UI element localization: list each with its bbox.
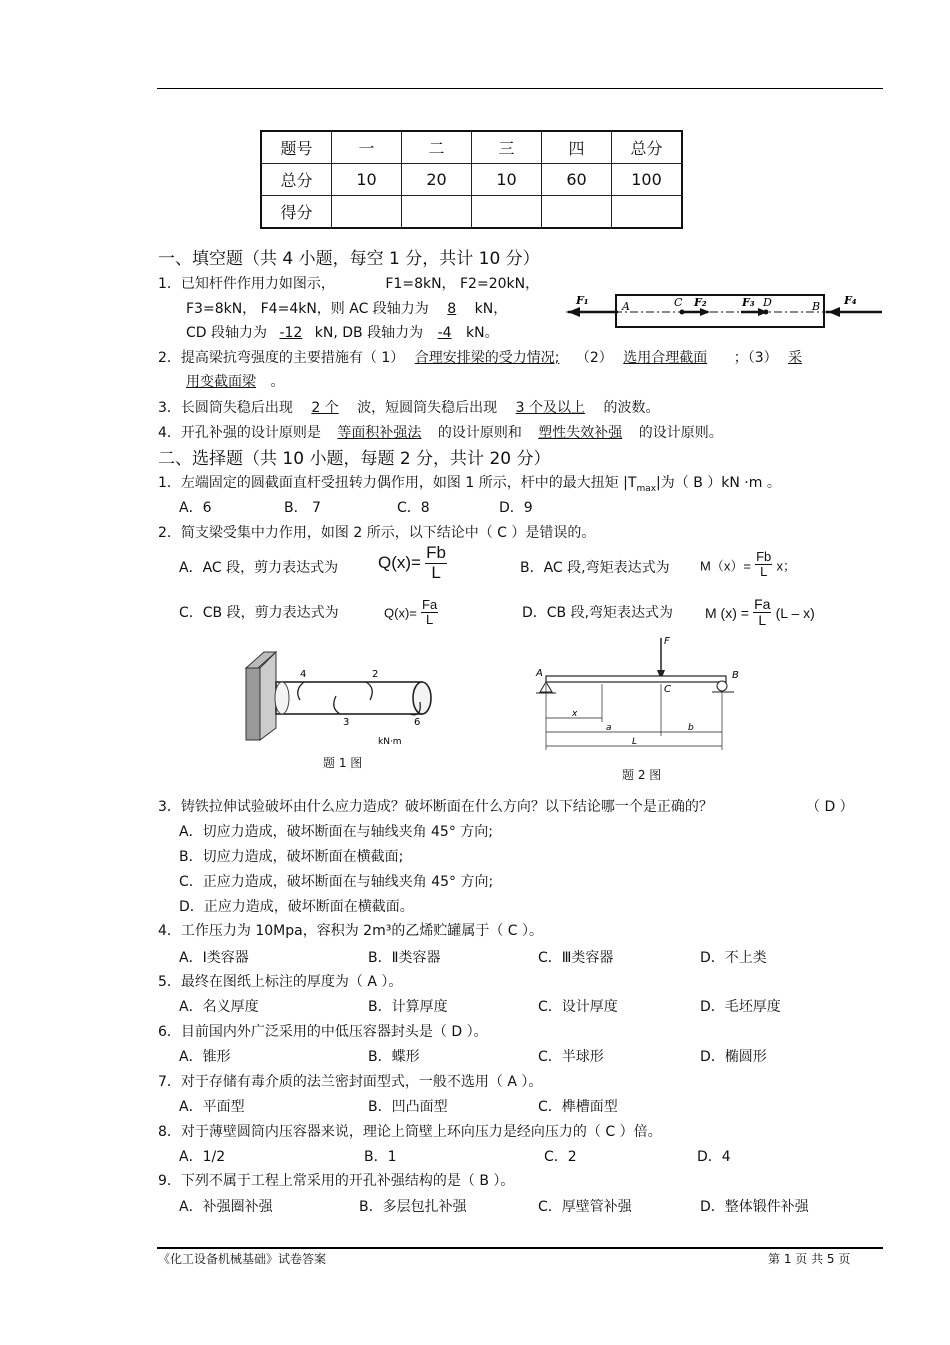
formula-lhs: M（x）= bbox=[700, 558, 751, 574]
formula-tail: (L – x) bbox=[775, 604, 815, 621]
fig2-label: L bbox=[632, 737, 638, 747]
formula-denominator: L bbox=[760, 564, 768, 580]
table-row bbox=[261, 196, 682, 229]
s2-q1-opt-a: A．6 bbox=[179, 500, 212, 516]
s2-q8-opt-b: B．1 bbox=[364, 1149, 397, 1165]
s2-q5-opt-d: D．毛坯厚度 bbox=[700, 999, 781, 1015]
s2-q9-opt-b: B．多层包扎补强 bbox=[359, 1199, 467, 1215]
svg-text:D: D bbox=[763, 296, 772, 309]
fig1-unit: kN·m bbox=[378, 737, 402, 747]
section2-title: 二、选择题（共 10 小题，每题 2 分，共计 20 分） bbox=[158, 449, 551, 469]
table-cell: 二 bbox=[402, 131, 472, 164]
formula-denominator: L bbox=[758, 612, 767, 629]
q1-forces: F1=8kN， F2=20kN， bbox=[385, 276, 540, 292]
s2-q1-opt-c: C．8 bbox=[397, 500, 430, 516]
svg-text:F₂: F₂ bbox=[694, 296, 707, 309]
s2-q6-opt-c: C．半球形 bbox=[538, 1049, 604, 1065]
footer-rule bbox=[157, 1247, 883, 1249]
table-cell: 20 bbox=[402, 164, 472, 196]
q2-sep2: ；（3） bbox=[733, 350, 778, 366]
s2-q3-opt-b: B．切应力造成，破坏断面在横截面; bbox=[179, 849, 404, 865]
s2-q8-opt-c: C．2 bbox=[544, 1149, 577, 1165]
table-cell: 100 bbox=[612, 164, 683, 196]
bar-force-figure bbox=[566, 290, 884, 338]
q2-line1 bbox=[158, 347, 802, 367]
s2-q9-opt-c: C．厚壁管补强 bbox=[538, 1199, 632, 1215]
table-row bbox=[261, 131, 682, 164]
q2-answer2: 选用合理截面 bbox=[623, 350, 708, 366]
s2-q6-opt-a: A．锥形 bbox=[179, 1049, 231, 1065]
svg-text:F₄: F₄ bbox=[844, 294, 857, 307]
table-cell: 10 bbox=[332, 164, 402, 196]
table-row bbox=[261, 164, 682, 196]
s2-q7-opt-b: B．凹凸面型 bbox=[368, 1099, 448, 1115]
s2-q4-opt-a: A．Ⅰ类容器 bbox=[179, 950, 249, 966]
q4-mid: 的设计原则和 bbox=[437, 425, 522, 441]
s2-q3-opt-c: C．正应力造成，破坏断面在与轴线夹角 45° 方向; bbox=[179, 874, 494, 890]
formula-fraction bbox=[753, 597, 771, 629]
q1-cd-label: CD 段轴力为 bbox=[186, 325, 268, 341]
score-table bbox=[260, 130, 683, 229]
s2-q1-line bbox=[158, 472, 781, 494]
q1-ac-answer: 8 bbox=[447, 301, 457, 317]
table-cell: 10 bbox=[472, 164, 542, 196]
table-cell: 四 bbox=[542, 131, 612, 164]
s2-q5-text: 5．最终在图纸上标注的厚度为（ A ）。 bbox=[158, 974, 403, 990]
table-cell: 总分 bbox=[261, 164, 332, 196]
q2-end: 。 bbox=[270, 374, 285, 390]
svg-text:A: A bbox=[622, 300, 630, 313]
fig2-label: C bbox=[664, 684, 671, 695]
header-rule bbox=[157, 88, 883, 89]
s2-q1-opt-b: B． 7 bbox=[284, 500, 321, 516]
q1-ac-label: F3=8kN， F4=4kN，则 AC 段轴力为 bbox=[186, 301, 429, 317]
s2-q3-text: 3．铸铁拉伸试验破坏由什么应力造成？破坏断面在什么方向？以下结论哪一个是正确的？ bbox=[158, 799, 713, 815]
s2-q4-opt-b: B．Ⅱ类容器 bbox=[368, 950, 441, 966]
s2-q7-text: 7．对于存储有毒介质的法兰密封面型式，一般不选用（ A ）。 bbox=[158, 1074, 543, 1090]
q1-db-label: kN, DB 段轴力为 bbox=[314, 325, 424, 341]
q1-line3 bbox=[186, 322, 499, 342]
s2-q5-opt-c: C．设计厚度 bbox=[538, 999, 618, 1015]
q3-mid: 波，短圆筒失稳后出现 bbox=[357, 400, 498, 416]
fig2-label: A bbox=[536, 668, 543, 679]
table-cell: 得分 bbox=[261, 196, 332, 229]
s2-q1-tail: |为（ B ）kN ·m 。 bbox=[656, 475, 781, 491]
s2-q2-formula-a bbox=[378, 544, 447, 582]
fig2-label: a bbox=[606, 723, 612, 733]
s2-q2-opt-b: B．AC 段,弯矩表达式为 bbox=[520, 560, 670, 576]
formula-lhs: M (x) = bbox=[705, 604, 749, 621]
s2-q3-answer: （ D ） bbox=[806, 799, 854, 815]
q3-answer2: 3 个及以上 bbox=[515, 400, 585, 416]
table-cell bbox=[612, 196, 683, 229]
s2-q4-opt-d: D．不上类 bbox=[700, 950, 767, 966]
section1-title: 一、填空题（共 4 小题，每空 1 分，共计 10 分） bbox=[158, 249, 540, 269]
q2-text: 2．提高梁抗弯强度的主要措施有（ 1） bbox=[158, 350, 405, 366]
figure1-shaft bbox=[240, 648, 440, 748]
s2-q2-opt-a: A．AC 段，剪力表达式为 bbox=[179, 560, 339, 576]
s2-q8-opt-d: D．4 bbox=[697, 1149, 731, 1165]
q2-answer3a: 采 bbox=[788, 350, 803, 366]
s2-q9-opt-a: A．补强圈补强 bbox=[179, 1199, 273, 1215]
formula-denominator: L bbox=[426, 612, 434, 628]
q1-end: kN。 bbox=[466, 325, 499, 341]
q2-line2 bbox=[186, 371, 284, 391]
s2-q7-opt-c: C．榫槽面型 bbox=[538, 1099, 618, 1115]
q4-end: 的设计原则。 bbox=[638, 425, 723, 441]
svg-text:F₃: F₃ bbox=[742, 296, 755, 309]
s2-q7-opt-a: A．平面型 bbox=[179, 1099, 245, 1115]
s2-q4-opt-c: C．Ⅲ类容器 bbox=[538, 950, 614, 966]
s2-q3-opt-d: D．正应力造成，破坏断面在横截面。 bbox=[179, 899, 414, 915]
fig2-label: b bbox=[688, 723, 694, 733]
q1-db-answer: -4 bbox=[437, 325, 452, 341]
s2-q8-text: 8．对于薄壁圆筒内压容器来说，理论上筒壁上环向压力是经向压力的（ C ）倍。 bbox=[158, 1124, 662, 1140]
q1-unit: kN， bbox=[474, 301, 508, 317]
s2-q3-opt-a: A．切应力造成，破坏断面在与轴线夹角 45° 方向; bbox=[179, 824, 494, 840]
figure2-caption: 题 2 图 bbox=[622, 768, 662, 782]
s2-q9-opt-d: D．整体锻件补强 bbox=[700, 1199, 809, 1215]
s2-q2-formula-b bbox=[700, 550, 796, 580]
q3-answer1: 2 个 bbox=[311, 400, 339, 416]
svg-text:B: B bbox=[812, 300, 821, 313]
svg-text:C: C bbox=[674, 296, 683, 309]
s2-q2-text: 2．简支梁受集中力作用，如图 2 所示，以下结论中（ C ）是错误的。 bbox=[158, 525, 596, 541]
formula-denominator: L bbox=[431, 562, 441, 582]
table-cell: 题号 bbox=[261, 131, 332, 164]
fig1-label: 3 bbox=[343, 717, 350, 728]
q3-line bbox=[158, 397, 659, 417]
s2-q8-opt-a: A．1/2 bbox=[179, 1149, 226, 1165]
s2-q6-opt-b: B．蝶形 bbox=[368, 1049, 420, 1065]
s2-q6-text: 6．目前国内外广泛采用的中低压容器封头是（ D ）。 bbox=[158, 1024, 488, 1040]
table-cell: 三 bbox=[472, 131, 542, 164]
table-cell bbox=[332, 196, 402, 229]
q1-line1 bbox=[158, 273, 539, 293]
q4-line bbox=[158, 422, 723, 442]
formula-tail: x； bbox=[776, 558, 796, 574]
q2-sep1: （2） bbox=[575, 350, 613, 366]
table-cell bbox=[402, 196, 472, 229]
q3-end: 的波数。 bbox=[603, 400, 660, 416]
table-cell bbox=[542, 196, 612, 229]
q2-answer3b: 用变截面梁 bbox=[186, 374, 256, 390]
s2-q5-opt-a: A．名义厚度 bbox=[179, 999, 259, 1015]
footer-title: 《化工设备机械基础》试卷答案 bbox=[158, 1252, 327, 1266]
figure1-caption: 题 1 图 bbox=[323, 756, 363, 770]
q3-text: 3．长圆筒失稳后出现 bbox=[158, 400, 293, 416]
formula-numerator: Fb bbox=[756, 549, 772, 564]
s2-q1-sub: max bbox=[636, 483, 657, 494]
s2-q1-text: 1．左端固定的圆截面直杆受扭转力偶作用，如图 1 所示，杆中的最大扭矩 |T bbox=[158, 475, 637, 491]
s2-q6-opt-d: D．椭圆形 bbox=[700, 1049, 767, 1065]
fig2-label: B bbox=[732, 670, 739, 681]
table-cell: 60 bbox=[542, 164, 612, 196]
page-number: 第 1 页 共 5 页 bbox=[768, 1252, 851, 1266]
formula-numerator: Fa bbox=[754, 596, 771, 612]
formula-numerator: Fa bbox=[422, 597, 438, 612]
formula-numerator: Fb bbox=[426, 543, 446, 562]
figure2-beam bbox=[530, 632, 760, 756]
s2-q5-opt-b: B．计算厚度 bbox=[368, 999, 448, 1015]
fig2-label: F bbox=[664, 636, 670, 647]
fig1-label: 2 bbox=[372, 669, 379, 680]
fig1-label: 6 bbox=[414, 717, 421, 728]
svg-text:F₁: F₁ bbox=[576, 294, 589, 307]
s2-q2-formula-c bbox=[384, 598, 438, 628]
s2-q4-text: 4．工作压力为 10Mpa，容积为 2m³的乙烯贮罐属于（ C ）。 bbox=[158, 923, 543, 939]
q4-answer2: 塑性失效补强 bbox=[538, 425, 623, 441]
s2-q2-formula-d bbox=[705, 597, 815, 629]
s2-q2-opt-d: D．CB 段,弯矩表达式为 bbox=[522, 605, 674, 621]
formula-fraction bbox=[425, 544, 447, 582]
q4-answer1: 等面积补强法 bbox=[337, 425, 422, 441]
s2-q9-text: 9．下列不属于工程上常采用的开孔补强结构的是（ B ）。 bbox=[158, 1173, 515, 1189]
q1-text: 1．已知杆件作用力如图示， bbox=[158, 276, 335, 292]
s2-q2-opt-c: C．CB 段，剪力表达式为 bbox=[179, 605, 339, 621]
formula-lhs: Q(x)= bbox=[384, 605, 417, 621]
fig2-label: x bbox=[572, 709, 578, 719]
formula-fraction bbox=[755, 550, 772, 580]
table-cell: 总分 bbox=[612, 131, 683, 164]
q4-text: 4．开孔补强的设计原则是 bbox=[158, 425, 321, 441]
fig1-label: 4 bbox=[300, 669, 307, 680]
q1-line2 bbox=[186, 298, 507, 318]
table-cell bbox=[472, 196, 542, 229]
formula-fraction bbox=[421, 598, 438, 628]
formula-lhs: Q(x)= bbox=[378, 553, 421, 573]
q1-cd-answer: -12 bbox=[279, 325, 303, 341]
table-cell: 一 bbox=[332, 131, 402, 164]
s2-q1-opt-d: D．9 bbox=[499, 500, 533, 516]
q2-answer1: 合理安排梁的受力情况; bbox=[414, 350, 560, 366]
